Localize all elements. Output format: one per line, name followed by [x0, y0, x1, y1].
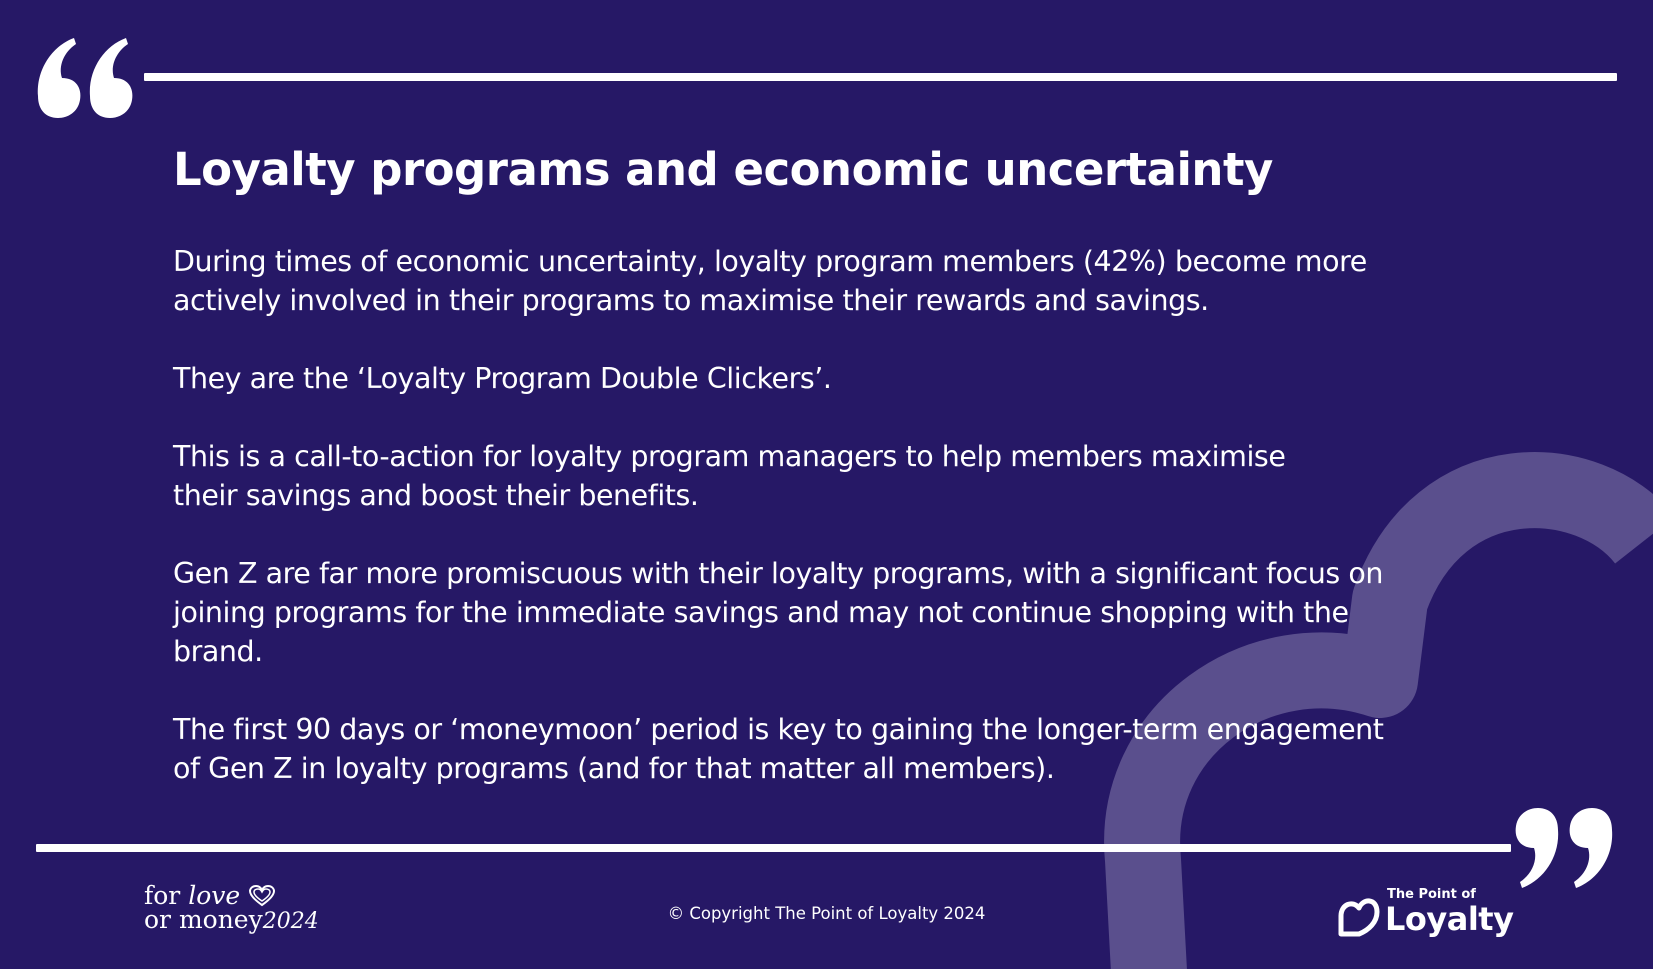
- logo-big-text: Loyalty: [1385, 900, 1514, 938]
- bottom-divider: [36, 844, 1511, 852]
- top-divider: [144, 73, 1617, 81]
- slide-title: Loyalty programs and economic uncertainty: [173, 143, 1273, 196]
- paragraph-2: They are the ‘Loyalty Program Double Clickers’.: [173, 362, 832, 395]
- open-quote-icon: [32, 34, 142, 120]
- logo-word-love: love: [188, 881, 241, 910]
- logo-year: 2024: [262, 909, 319, 934]
- logo-word-for: for: [144, 881, 181, 910]
- logo-words-or-money: or money: [144, 905, 263, 934]
- copyright-text: © Copyright The Point of Loyalty 2024: [667, 904, 986, 923]
- point-of-loyalty-logo: [1335, 886, 1520, 940]
- slide-content: [173, 140, 1473, 827]
- paragraph-1: During times of economic uncertainty, loyalty program members (42%) become more actively involved in their programs to maximise their rewards and savings.: [173, 245, 1367, 317]
- heart-icon: [1335, 890, 1383, 938]
- paragraph-4: Gen Z are far more promiscuous with their loyalty programs, with a significant focus on joining programs for the immediate savings and may not continue shopping with the brand.: [173, 557, 1383, 668]
- close-quote-icon: [1512, 806, 1622, 892]
- paragraph-5: The first 90 days or ‘moneymoon’ period is key to gaining the longer-term engagement of Gen Z in loyalty programs (and for that matter all members).: [173, 713, 1384, 785]
- paragraph-3: This is a call-to-action for loyalty program managers to help members maximise their savings and boost their benefits.: [173, 440, 1286, 512]
- logo-small-text: The Point of: [1387, 887, 1476, 902]
